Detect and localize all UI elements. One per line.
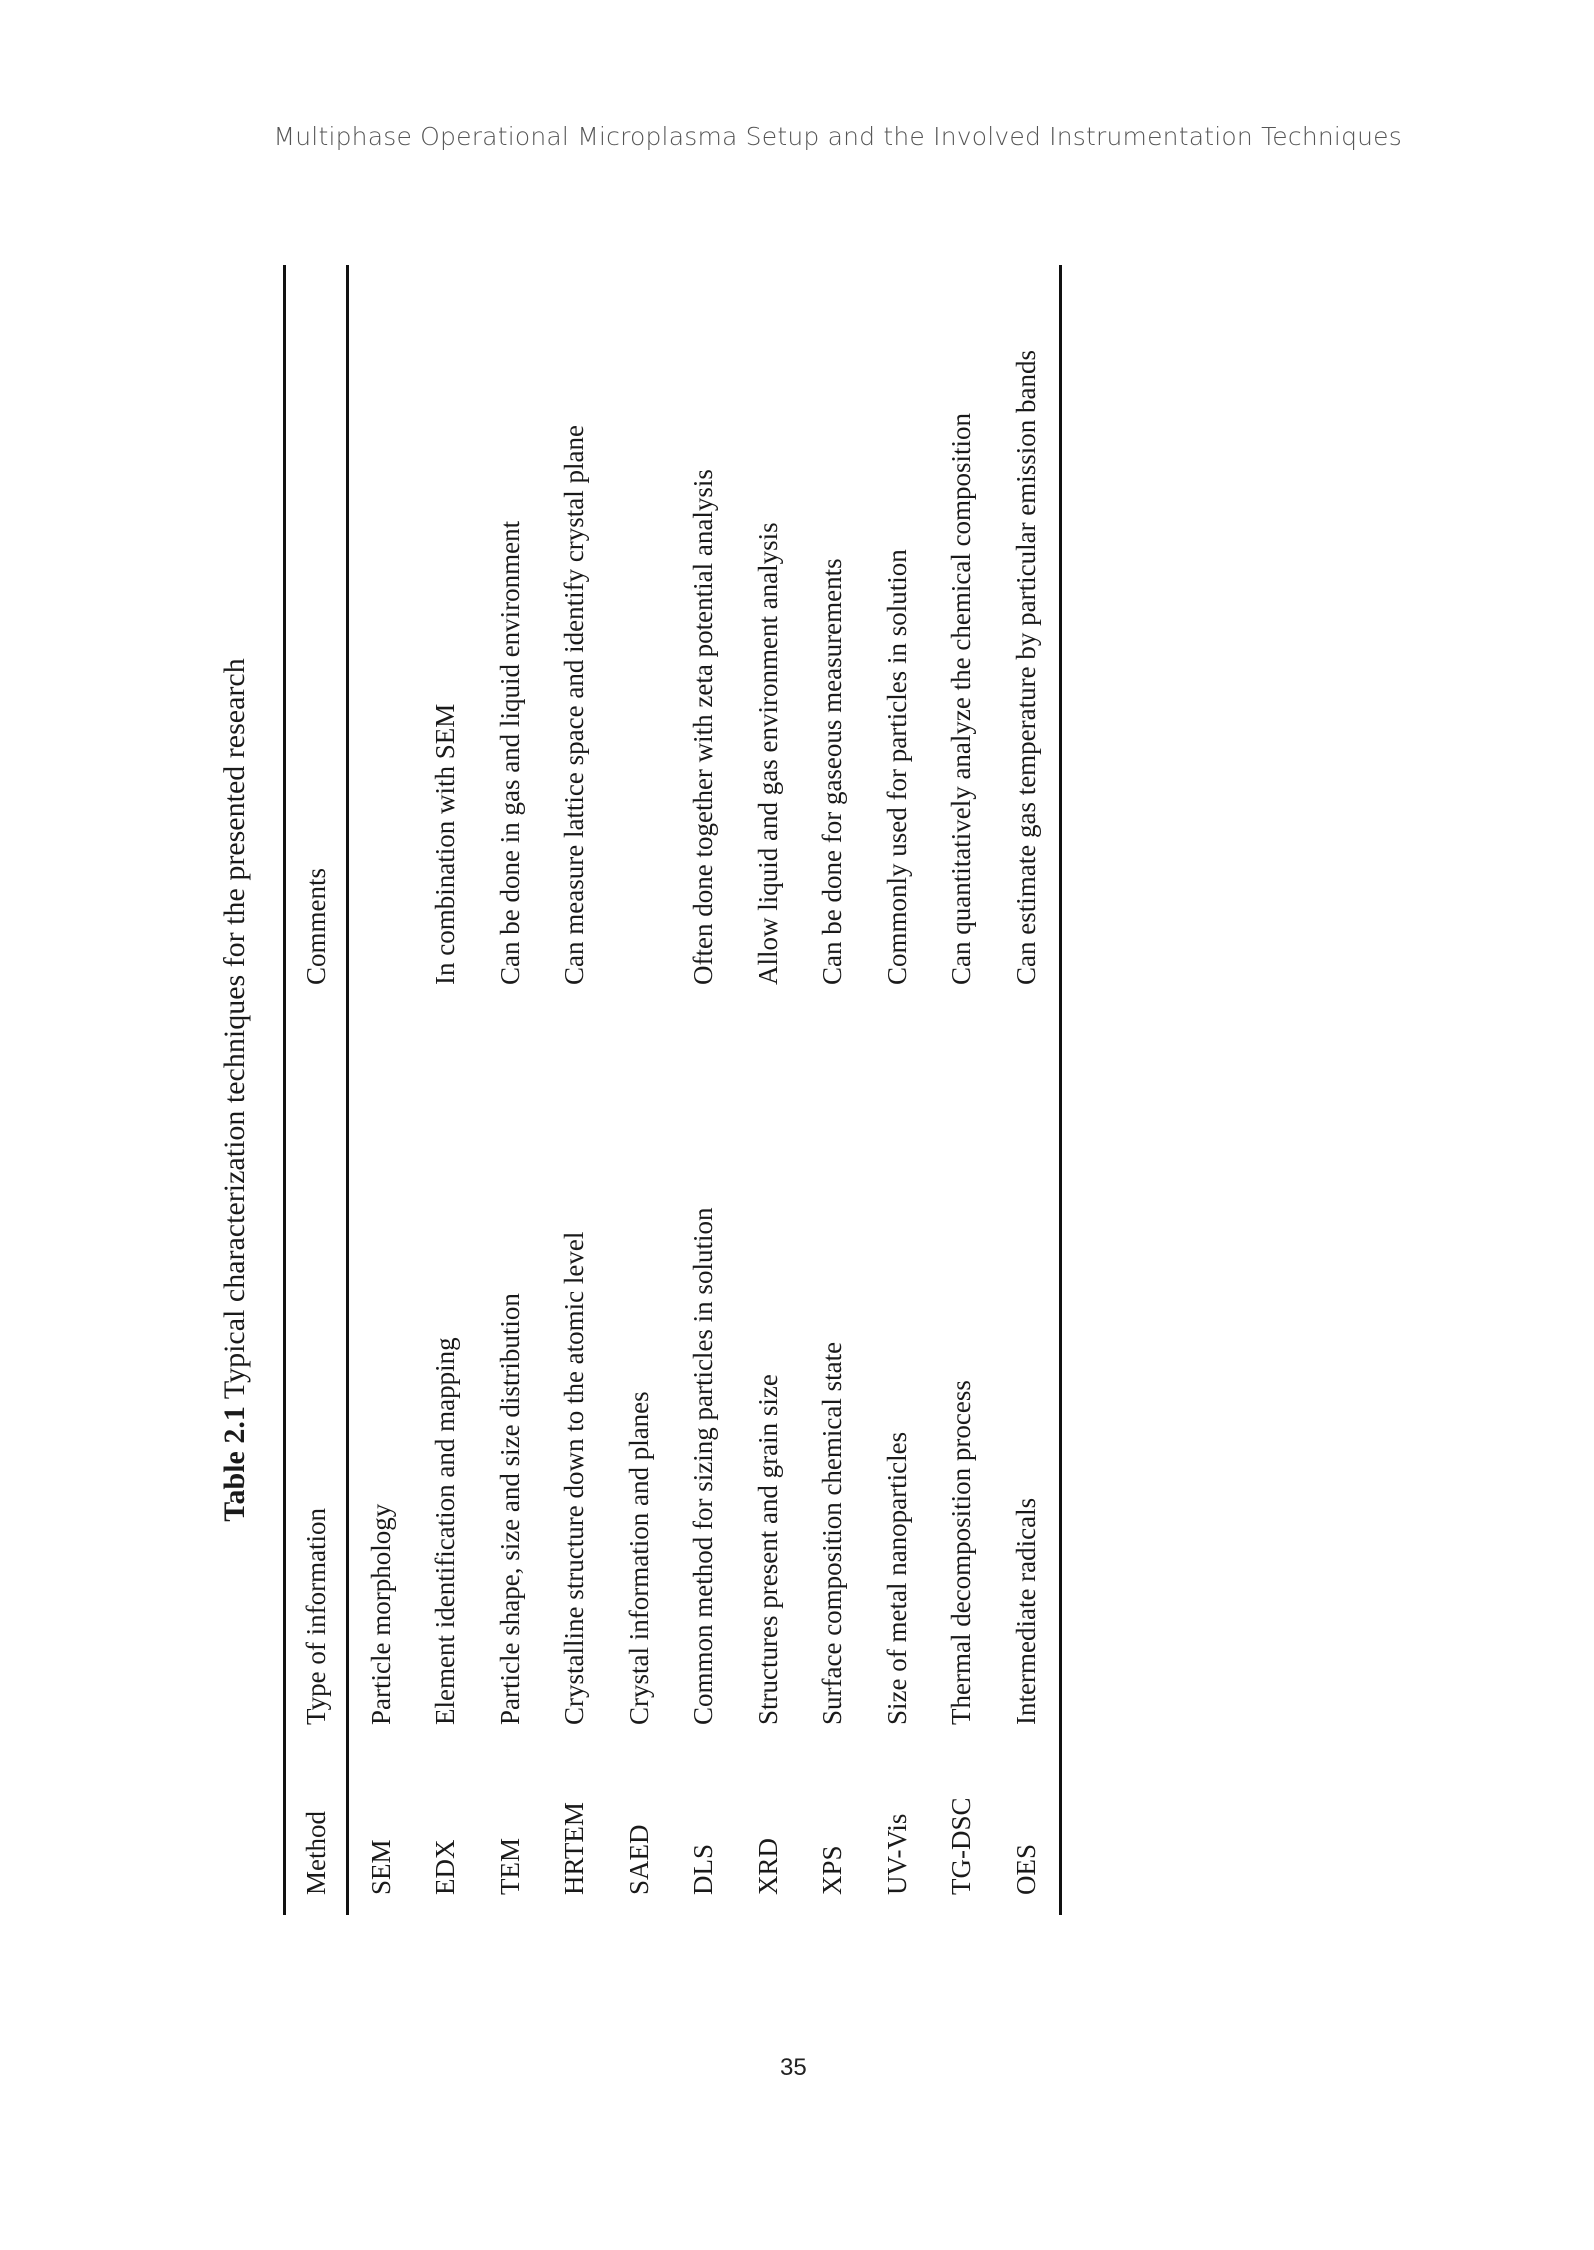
caption-text: Typical characterization techniques for the presented research <box>218 658 251 1400</box>
method-cell: UV-Vis <box>881 1813 912 1895</box>
table-row <box>478 265 543 1915</box>
table-row <box>994 265 1060 1915</box>
info-cell: Particle morphology <box>365 1503 396 1725</box>
method-cell: TG-DSC <box>946 1797 977 1895</box>
info-cell: Common method for sizing particles in solution <box>688 1207 719 1725</box>
info-cell: Crystal information and planes <box>623 1391 654 1725</box>
column-header-type: Type of information <box>285 1005 348 1745</box>
rotated-table-block <box>205 265 1041 1915</box>
table-row <box>930 265 995 1915</box>
method-cell: XRD <box>752 1837 783 1895</box>
info-cell: Size of metal nanoparticles <box>881 1431 912 1725</box>
method-cell: SEM <box>365 1839 396 1895</box>
table-row <box>414 265 479 1915</box>
info-cell: Intermediate radicals <box>994 1005 1060 1745</box>
info-cell: Crystalline structure down to the atomic level <box>559 1231 590 1725</box>
comment-cell: Can be done in gas and liquid environment <box>494 520 525 985</box>
comment-cell: Can be done for gaseous measurements <box>817 558 848 985</box>
table-row <box>348 265 414 1915</box>
method-cell: XPS <box>817 1845 848 1895</box>
method-cell: OES <box>994 1745 1060 1915</box>
comment-cell <box>348 265 414 1005</box>
comment-cell: Can measure lattice space and identify crystal plane <box>559 424 590 985</box>
table-header-row <box>285 265 348 1915</box>
info-cell: Surface composition chemical state <box>817 1341 848 1725</box>
comment-cell: Can estimate gas temperature by particular emission bands <box>994 265 1060 1005</box>
column-header-comments: Comments <box>285 265 348 1005</box>
info-cell: Particle shape, size and size distribution <box>494 1293 525 1725</box>
comment-cell: Can quantitatively analyze the chemical composition <box>946 412 977 985</box>
comment-cell <box>607 265 672 1005</box>
table-row <box>543 265 608 1915</box>
table-caption <box>205 265 265 1915</box>
caption-label: Table 2.1 <box>218 1406 251 1522</box>
method-cell: SAED <box>623 1824 654 1895</box>
info-cell: Element identification and mapping <box>430 1337 461 1725</box>
comment-cell: Allow liquid and gas environment analysis <box>752 522 783 985</box>
method-cell: HRTEM <box>559 1802 590 1895</box>
info-cell: Structures present and grain size <box>752 1374 783 1725</box>
table-row <box>801 265 866 1915</box>
table-row <box>672 265 737 1915</box>
table-row <box>865 265 930 1915</box>
table-row <box>607 265 672 1915</box>
page-number: 35 <box>780 2054 807 2081</box>
method-cell: DLS <box>688 1843 719 1895</box>
running-head: Multiphase Operational Microplasma Setup and the Involved Instrumentation Techniques <box>273 122 1402 151</box>
method-cell: EDX <box>430 1839 461 1895</box>
table-row <box>736 265 801 1915</box>
info-cell: Thermal decomposition process <box>946 1380 977 1725</box>
comment-cell: In combination with SEM <box>430 703 461 985</box>
column-header-method: Method <box>285 1745 348 1915</box>
comment-cell: Commonly used for particles in solution <box>881 549 912 985</box>
characterization-table <box>283 265 1062 1915</box>
comment-cell: Often done together with zeta potential analysis <box>688 469 719 985</box>
method-cell: TEM <box>494 1838 525 1895</box>
